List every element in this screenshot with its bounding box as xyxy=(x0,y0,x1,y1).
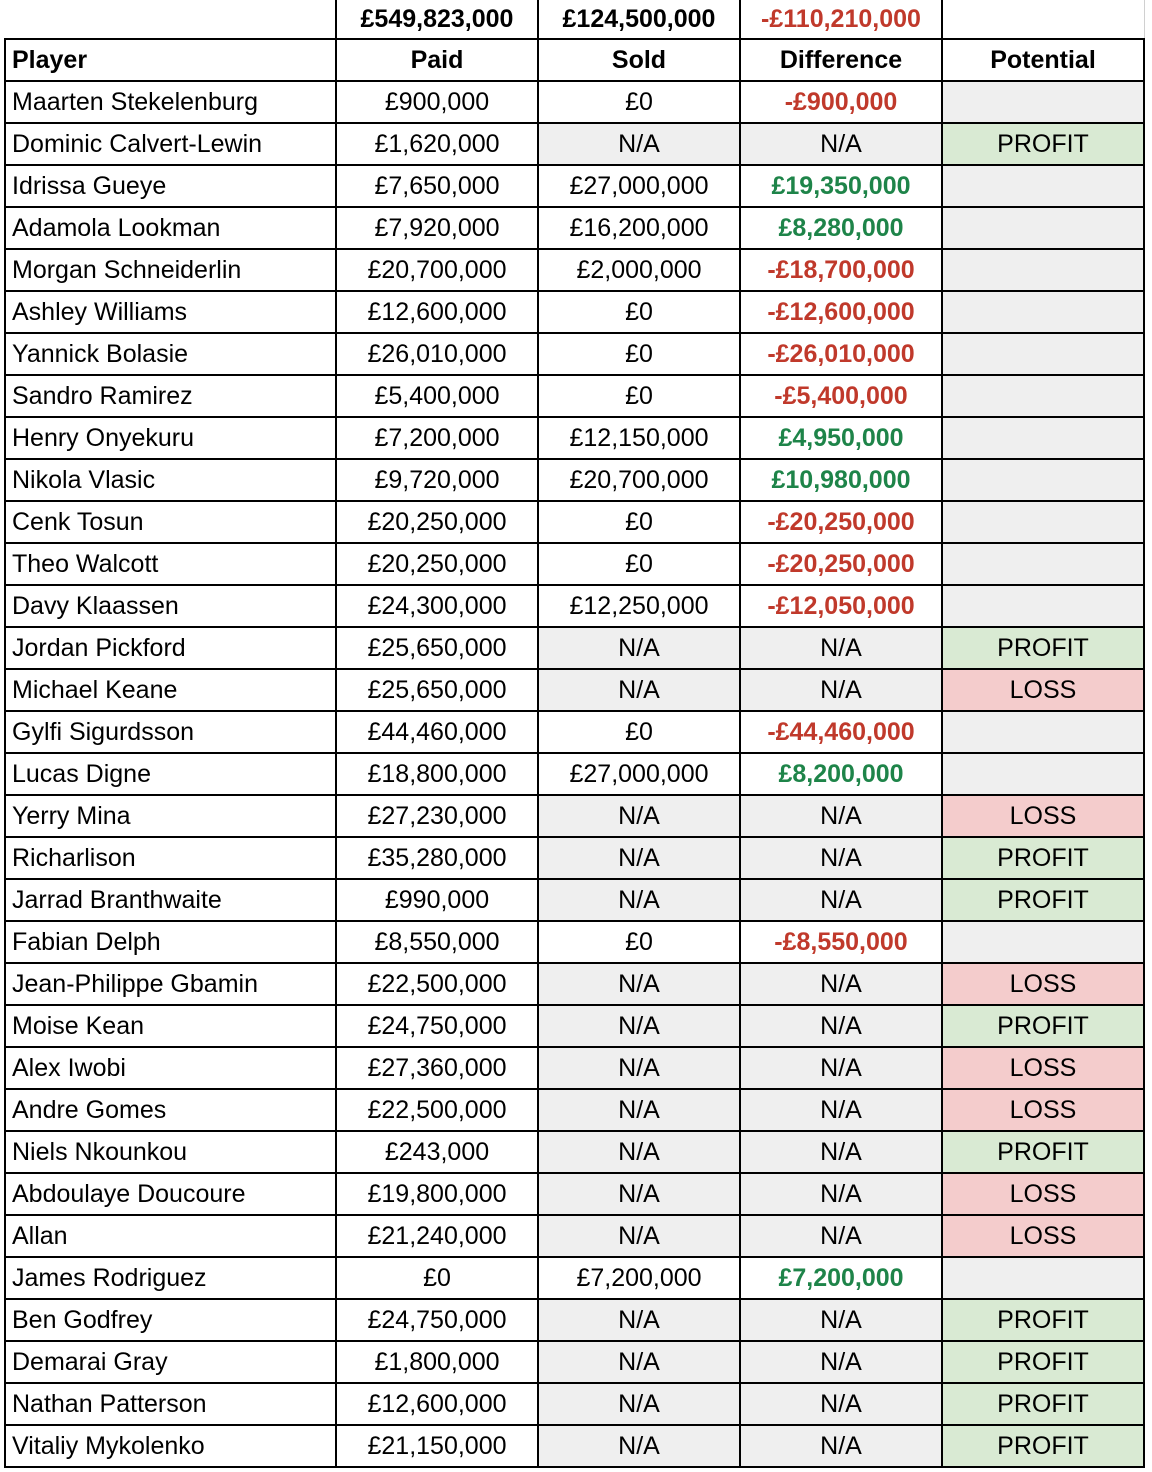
paid-cell[interactable]: £25,650,000 xyxy=(336,627,538,669)
sold-cell[interactable]: £2,000,000 xyxy=(538,249,740,291)
potential-cell[interactable] xyxy=(942,1257,1144,1299)
table-row xyxy=(5,1383,1144,1425)
sold-cell[interactable]: £27,000,000 xyxy=(538,165,740,207)
paid-cell[interactable]: £8,550,000 xyxy=(336,921,538,963)
player-cell[interactable]: Nikola Vlasic xyxy=(5,459,336,501)
potential-cell[interactable]: PROFIT xyxy=(942,1299,1144,1341)
paid-cell[interactable]: £12,600,000 xyxy=(336,291,538,333)
player-cell[interactable]: Sandro Ramirez xyxy=(5,375,336,417)
difference-cell[interactable]: -£20,250,000 xyxy=(740,543,942,585)
potential-cell[interactable]: PROFIT xyxy=(942,1005,1144,1047)
paid-cell[interactable]: £5,400,000 xyxy=(336,375,538,417)
sold-cell[interactable]: N/A xyxy=(538,1383,740,1425)
total-paid-cell[interactable]: £549,823,000 xyxy=(336,0,538,39)
potential-cell[interactable] xyxy=(942,711,1144,753)
table-row xyxy=(5,669,1144,711)
player-cell[interactable]: Yerry Mina xyxy=(5,795,336,837)
sold-cell[interactable]: N/A xyxy=(538,1215,740,1257)
player-cell[interactable]: Morgan Schneiderlin xyxy=(5,249,336,291)
sold-cell[interactable]: £7,200,000 xyxy=(538,1257,740,1299)
player-cell[interactable]: Dominic Calvert-Lewin xyxy=(5,123,336,165)
player-cell[interactable]: Jordan Pickford xyxy=(5,627,336,669)
player-cell[interactable]: Henry Onyekuru xyxy=(5,417,336,459)
player-cell[interactable]: Ben Godfrey xyxy=(5,1299,336,1341)
sold-cell[interactable]: £20,700,000 xyxy=(538,459,740,501)
difference-cell[interactable]: -£8,550,000 xyxy=(740,921,942,963)
potential-cell[interactable]: PROFIT xyxy=(942,1383,1144,1425)
paid-cell[interactable]: £24,750,000 xyxy=(336,1299,538,1341)
potential-cell[interactable]: LOSS xyxy=(942,1215,1144,1257)
table-row xyxy=(5,459,1144,501)
sold-cell[interactable]: £0 xyxy=(538,921,740,963)
potential-cell[interactable] xyxy=(942,375,1144,417)
table-row xyxy=(5,795,1144,837)
player-cell[interactable]: Alex Iwobi xyxy=(5,1047,336,1089)
paid-cell[interactable]: £20,250,000 xyxy=(336,501,538,543)
table-row xyxy=(5,711,1144,753)
header-potential[interactable]: Potential xyxy=(942,39,1144,81)
sold-cell[interactable]: N/A xyxy=(538,837,740,879)
potential-cell[interactable]: PROFIT xyxy=(942,837,1144,879)
table-row xyxy=(5,249,1144,291)
table-row xyxy=(5,921,1144,963)
player-cell[interactable]: Andre Gomes xyxy=(5,1089,336,1131)
player-cell[interactable]: Yannick Bolasie xyxy=(5,333,336,375)
table-row xyxy=(5,963,1144,1005)
player-cell[interactable]: Michael Keane xyxy=(5,669,336,711)
sold-cell[interactable]: N/A xyxy=(538,1131,740,1173)
difference-cell[interactable]: N/A xyxy=(740,669,942,711)
paid-cell[interactable]: £900,000 xyxy=(336,81,538,123)
table-row xyxy=(5,585,1144,627)
table-row xyxy=(5,627,1144,669)
paid-cell[interactable]: £26,010,000 xyxy=(336,333,538,375)
table-row xyxy=(5,1047,1144,1089)
paid-cell[interactable]: £22,500,000 xyxy=(336,963,538,1005)
player-cell[interactable]: Fabian Delph xyxy=(5,921,336,963)
difference-cell[interactable]: N/A xyxy=(740,1215,942,1257)
potential-cell[interactable]: PROFIT xyxy=(942,123,1144,165)
sold-cell[interactable]: N/A xyxy=(538,1299,740,1341)
total-sold-cell[interactable]: £124,500,000 xyxy=(538,0,740,39)
paid-cell[interactable]: £12,600,000 xyxy=(336,1383,538,1425)
difference-cell[interactable]: £8,280,000 xyxy=(740,207,942,249)
potential-cell[interactable]: PROFIT xyxy=(942,1341,1144,1383)
sold-cell[interactable]: £16,200,000 xyxy=(538,207,740,249)
difference-cell[interactable]: N/A xyxy=(740,123,942,165)
sold-cell[interactable]: £0 xyxy=(538,375,740,417)
difference-cell[interactable]: N/A xyxy=(740,1383,942,1425)
table-row xyxy=(5,1215,1144,1257)
difference-cell[interactable]: -£26,010,000 xyxy=(740,333,942,375)
player-cell[interactable]: Demarai Gray xyxy=(5,1341,336,1383)
player-cell[interactable]: Niels Nkounkou xyxy=(5,1131,336,1173)
sold-cell[interactable]: N/A xyxy=(538,1425,740,1467)
paid-cell[interactable]: £44,460,000 xyxy=(336,711,538,753)
potential-cell[interactable]: PROFIT xyxy=(942,1131,1144,1173)
player-cell[interactable]: Jarrad Branthwaite xyxy=(5,879,336,921)
player-cell[interactable]: Theo Walcott xyxy=(5,543,336,585)
paid-cell[interactable]: £20,250,000 xyxy=(336,543,538,585)
potential-cell[interactable] xyxy=(942,459,1144,501)
difference-cell[interactable]: £8,200,000 xyxy=(740,753,942,795)
difference-cell[interactable]: £4,950,000 xyxy=(740,417,942,459)
difference-cell[interactable]: N/A xyxy=(740,1341,942,1383)
table-row xyxy=(5,333,1144,375)
sold-cell[interactable]: £0 xyxy=(538,333,740,375)
difference-cell[interactable]: N/A xyxy=(740,1047,942,1089)
potential-cell[interactable] xyxy=(942,543,1144,585)
player-cell[interactable]: Jean-Philippe Gbamin xyxy=(5,963,336,1005)
potential-cell[interactable]: PROFIT xyxy=(942,1425,1144,1467)
sold-cell[interactable]: £27,000,000 xyxy=(538,753,740,795)
potential-cell[interactable]: LOSS xyxy=(942,1173,1144,1215)
potential-cell[interactable] xyxy=(942,291,1144,333)
paid-cell[interactable]: £243,000 xyxy=(336,1131,538,1173)
table-row xyxy=(5,375,1144,417)
potential-cell[interactable] xyxy=(942,585,1144,627)
difference-cell[interactable]: N/A xyxy=(740,1299,942,1341)
potential-cell[interactable]: PROFIT xyxy=(942,879,1144,921)
paid-cell[interactable]: £27,230,000 xyxy=(336,795,538,837)
difference-cell[interactable]: -£12,600,000 xyxy=(740,291,942,333)
potential-cell[interactable]: LOSS xyxy=(942,795,1144,837)
paid-cell[interactable]: £21,150,000 xyxy=(336,1425,538,1467)
sold-cell[interactable]: N/A xyxy=(538,963,740,1005)
sold-cell[interactable]: N/A xyxy=(538,1005,740,1047)
paid-cell[interactable]: £25,650,000 xyxy=(336,669,538,711)
paid-cell[interactable]: £20,700,000 xyxy=(336,249,538,291)
sold-cell[interactable]: £12,250,000 xyxy=(538,585,740,627)
difference-cell[interactable]: N/A xyxy=(740,963,942,1005)
potential-cell[interactable] xyxy=(942,165,1144,207)
player-cell[interactable]: James Rodriguez xyxy=(5,1257,336,1299)
sold-cell[interactable]: N/A xyxy=(538,669,740,711)
difference-cell[interactable]: £10,980,000 xyxy=(740,459,942,501)
sold-cell[interactable]: N/A xyxy=(538,1341,740,1383)
sold-cell[interactable]: N/A xyxy=(538,879,740,921)
table-row xyxy=(5,291,1144,333)
player-cell[interactable]: Richarlison xyxy=(5,837,336,879)
sold-cell[interactable]: £0 xyxy=(538,291,740,333)
sold-cell[interactable]: N/A xyxy=(538,1089,740,1131)
table-row xyxy=(5,1425,1144,1467)
table-row xyxy=(5,1089,1144,1131)
table-row xyxy=(5,1257,1144,1299)
potential-cell[interactable] xyxy=(942,333,1144,375)
paid-cell[interactable]: £35,280,000 xyxy=(336,837,538,879)
paid-cell[interactable]: £18,800,000 xyxy=(336,753,538,795)
potential-cell[interactable] xyxy=(942,501,1144,543)
totals-potential-empty-cell[interactable] xyxy=(942,0,1144,39)
difference-cell[interactable]: -£18,700,000 xyxy=(740,249,942,291)
potential-cell[interactable]: LOSS xyxy=(942,1047,1144,1089)
player-cell[interactable]: Ashley Williams xyxy=(5,291,336,333)
table-row xyxy=(5,1341,1144,1383)
table-row xyxy=(5,1131,1144,1173)
table-row xyxy=(5,123,1144,165)
player-cell[interactable]: Vitaliy Mykolenko xyxy=(5,1425,336,1467)
player-cell[interactable]: Lucas Digne xyxy=(5,753,336,795)
difference-cell[interactable]: N/A xyxy=(740,1173,942,1215)
table-row xyxy=(5,1299,1144,1341)
totals-empty-cell[interactable] xyxy=(5,0,336,39)
potential-cell[interactable]: LOSS xyxy=(942,963,1144,1005)
difference-cell[interactable]: N/A xyxy=(740,837,942,879)
potential-cell[interactable]: LOSS xyxy=(942,669,1144,711)
sold-cell[interactable]: £0 xyxy=(538,711,740,753)
difference-cell[interactable]: -£44,460,000 xyxy=(740,711,942,753)
header-player[interactable]: Player xyxy=(5,39,336,81)
table-row xyxy=(5,81,1144,123)
paid-cell[interactable]: £0 xyxy=(336,1257,538,1299)
player-cell[interactable]: Cenk Tosun xyxy=(5,501,336,543)
paid-cell[interactable]: £24,750,000 xyxy=(336,1005,538,1047)
paid-cell[interactable]: £21,240,000 xyxy=(336,1215,538,1257)
paid-cell[interactable]: £7,920,000 xyxy=(336,207,538,249)
difference-cell[interactable]: -£900,000 xyxy=(740,81,942,123)
sold-cell[interactable]: £0 xyxy=(538,501,740,543)
difference-cell[interactable]: N/A xyxy=(740,1425,942,1467)
sold-cell[interactable]: £0 xyxy=(538,543,740,585)
potential-cell[interactable] xyxy=(942,921,1144,963)
player-cell[interactable]: Moise Kean xyxy=(5,1005,336,1047)
sold-cell[interactable]: N/A xyxy=(538,1173,740,1215)
player-cell[interactable]: Nathan Patterson xyxy=(5,1383,336,1425)
difference-cell[interactable]: £19,350,000 xyxy=(740,165,942,207)
difference-cell[interactable]: N/A xyxy=(740,627,942,669)
table-row xyxy=(5,207,1144,249)
difference-cell[interactable]: -£5,400,000 xyxy=(740,375,942,417)
table-row xyxy=(5,417,1144,459)
transfer-table xyxy=(4,0,1145,1468)
potential-cell[interactable]: PROFIT xyxy=(942,627,1144,669)
sold-cell[interactable]: N/A xyxy=(538,795,740,837)
table-row xyxy=(5,1173,1144,1215)
difference-cell[interactable]: N/A xyxy=(740,1005,942,1047)
player-cell[interactable]: Idrissa Gueye xyxy=(5,165,336,207)
paid-cell[interactable]: £1,800,000 xyxy=(336,1341,538,1383)
paid-cell[interactable]: £19,800,000 xyxy=(336,1173,538,1215)
table-row xyxy=(5,543,1144,585)
paid-cell[interactable]: £990,000 xyxy=(336,879,538,921)
table-row xyxy=(5,879,1144,921)
header-row xyxy=(5,39,1144,81)
potential-cell[interactable] xyxy=(942,249,1144,291)
sold-cell[interactable]: N/A xyxy=(538,627,740,669)
difference-cell[interactable]: £7,200,000 xyxy=(740,1257,942,1299)
table-row xyxy=(5,1005,1144,1047)
difference-cell[interactable]: N/A xyxy=(740,1131,942,1173)
player-cell[interactable]: Maarten Stekelenburg xyxy=(5,81,336,123)
player-cell[interactable]: Adamola Lookman xyxy=(5,207,336,249)
total-difference-cell[interactable]: -£110,210,000 xyxy=(740,0,942,39)
difference-cell[interactable]: -£12,050,000 xyxy=(740,585,942,627)
player-cell[interactable]: Davy Klaassen xyxy=(5,585,336,627)
difference-cell[interactable]: N/A xyxy=(740,879,942,921)
player-cell[interactable]: Allan xyxy=(5,1215,336,1257)
potential-cell[interactable] xyxy=(942,81,1144,123)
table-row xyxy=(5,837,1144,879)
header-sold[interactable]: Sold xyxy=(538,39,740,81)
table-row xyxy=(5,501,1144,543)
player-cell[interactable]: Abdoulaye Doucoure xyxy=(5,1173,336,1215)
difference-cell[interactable]: -£20,250,000 xyxy=(740,501,942,543)
paid-cell[interactable]: £22,500,000 xyxy=(336,1089,538,1131)
table-row xyxy=(5,753,1144,795)
sold-cell[interactable]: £0 xyxy=(538,81,740,123)
paid-cell[interactable]: £27,360,000 xyxy=(336,1047,538,1089)
paid-cell[interactable]: £1,620,000 xyxy=(336,123,538,165)
potential-cell[interactable]: LOSS xyxy=(942,1089,1144,1131)
difference-cell[interactable]: N/A xyxy=(740,795,942,837)
paid-cell[interactable]: £24,300,000 xyxy=(336,585,538,627)
sold-cell[interactable]: N/A xyxy=(538,123,740,165)
paid-cell[interactable]: £7,650,000 xyxy=(336,165,538,207)
sold-cell[interactable]: £12,150,000 xyxy=(538,417,740,459)
potential-cell[interactable] xyxy=(942,417,1144,459)
difference-cell[interactable]: N/A xyxy=(740,1089,942,1131)
table-row xyxy=(5,165,1144,207)
totals-row xyxy=(5,0,1144,39)
header-difference[interactable]: Difference xyxy=(740,39,942,81)
paid-cell[interactable]: £9,720,000 xyxy=(336,459,538,501)
paid-cell[interactable]: £7,200,000 xyxy=(336,417,538,459)
potential-cell[interactable] xyxy=(942,207,1144,249)
sold-cell[interactable]: N/A xyxy=(538,1047,740,1089)
potential-cell[interactable] xyxy=(942,753,1144,795)
player-cell[interactable]: Gylfi Sigurdsson xyxy=(5,711,336,753)
header-paid[interactable]: Paid xyxy=(336,39,538,81)
